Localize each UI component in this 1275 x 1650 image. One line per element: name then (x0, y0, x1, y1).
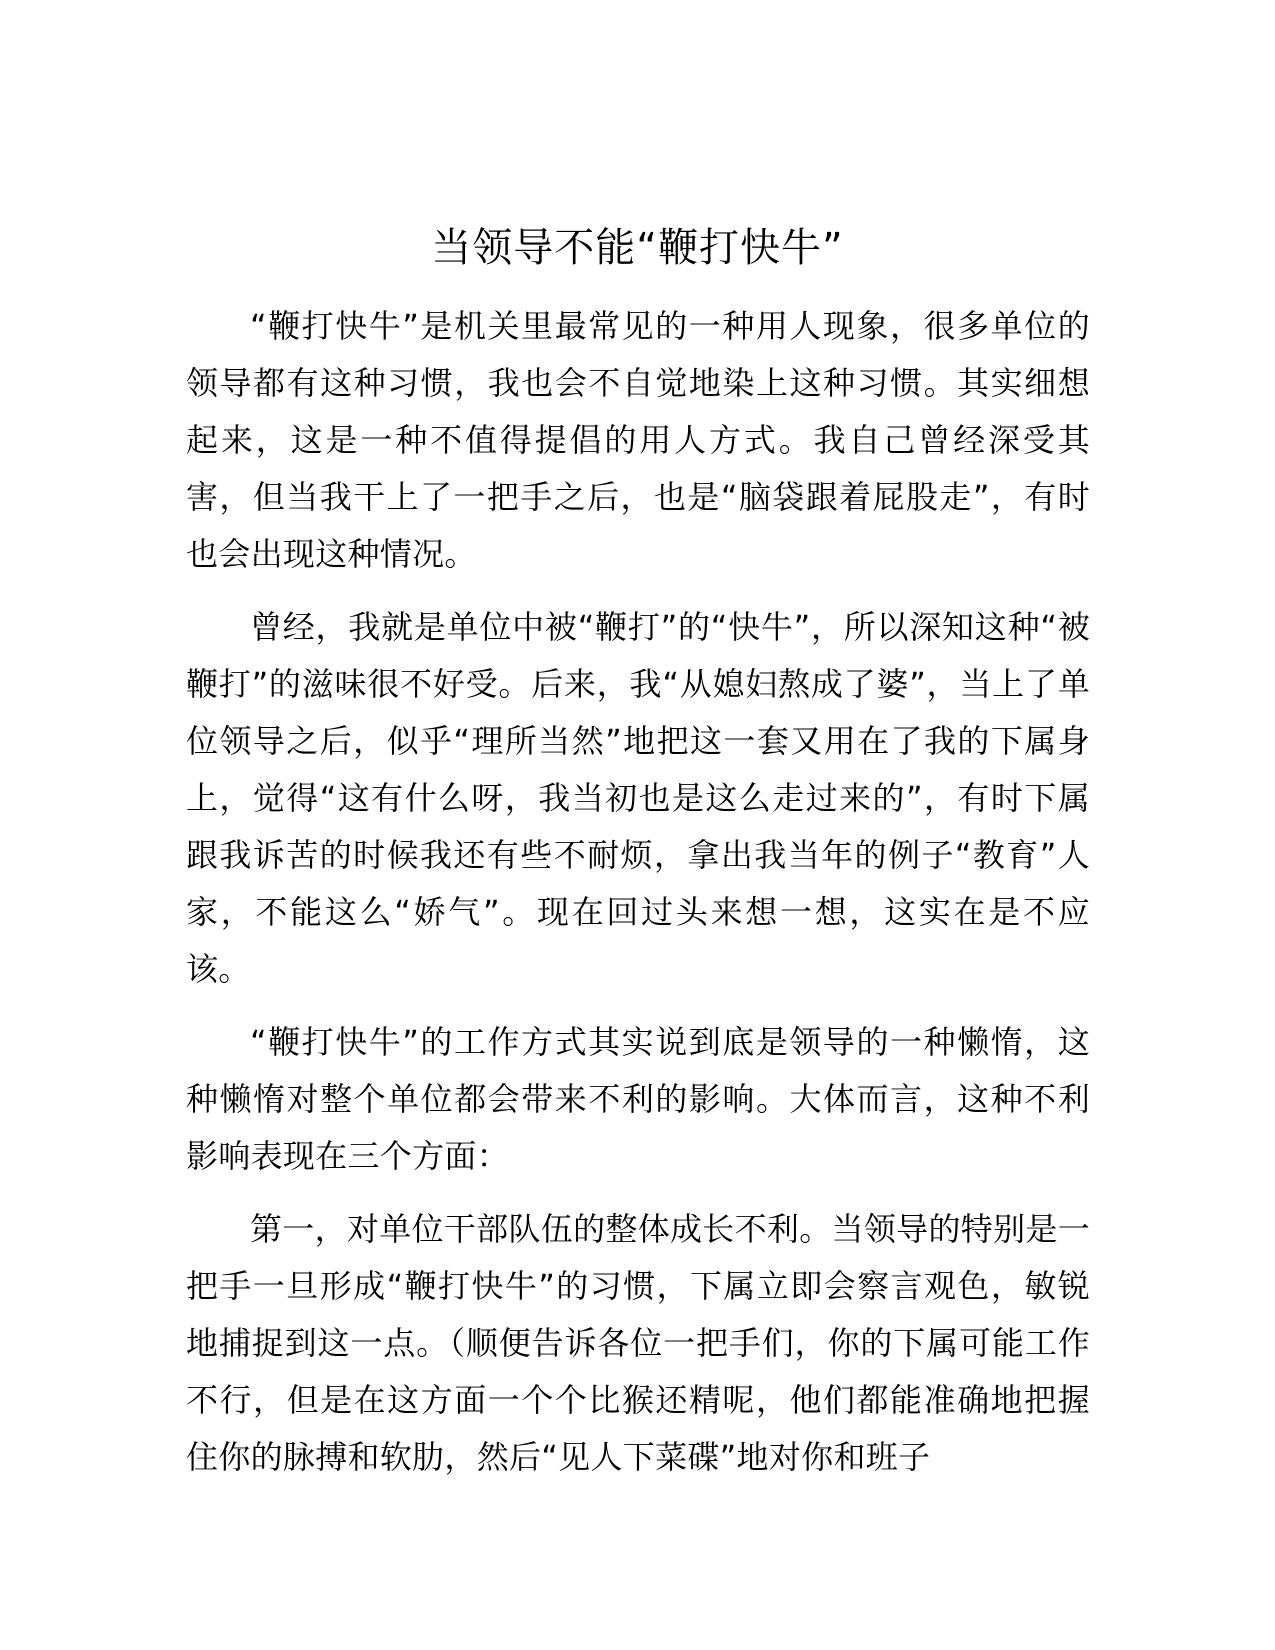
paragraph-3: “鞭打快牛”的工作方式其实说到底是领导的一种懒惰，这种懒惰对整个单位都会带来不利的影响。大体而言，这种不利影响表现在三个方面： (186, 1023, 1090, 1175)
paragraph-1: “鞭打快牛”是机关里最常见的一种用人现象，很多单位的领导都有这种习惯，我也会不自觉地染上这种习惯。其实细想起来，这是一种不值得提倡的用人方式。我自己曾经深受其害，但当我干上了一把手之后，也是“脑袋跟着屁股走”，有时也会出现这种情况。 (186, 307, 1090, 573)
document-body (186, 298, 1090, 1502)
paragraph-4: 第一，对单位干部队伍的整体成长不利。当领导的特别是一把手一旦形成“鞭打快牛”的习惯，下属立即会察言观色，敏锐地捕捉到这一点。（顺便告诉各位一把手们，你的下属可能工作不行，但是在这方面一个个比猴还精呢，他们都能准确地把握住你的脉搏和软肋，然后“见人下菜碟”地对你和班子 (186, 1210, 1090, 1476)
document-title: 当领导不能“鞭打快牛” (431, 225, 844, 271)
paragraph-2: 曾经，我就是单位中被“鞭打”的“快牛”，所以深知这种“被鞭打”的滋味很不好受。后来，我“从媳妇熬成了婆”，当上了单位领导之后，似乎“理所当然”地把这一套又用在了我的下属身上，觉得“这有什么呀，我当初也是这么走过来的”，有时下属跟我诉苦的时候我还有些不耐烦，拿出我当年的例子“教育”人家，不能这么“娇气”。现在回过头来想一想，这实在是不应该。 (186, 608, 1090, 988)
